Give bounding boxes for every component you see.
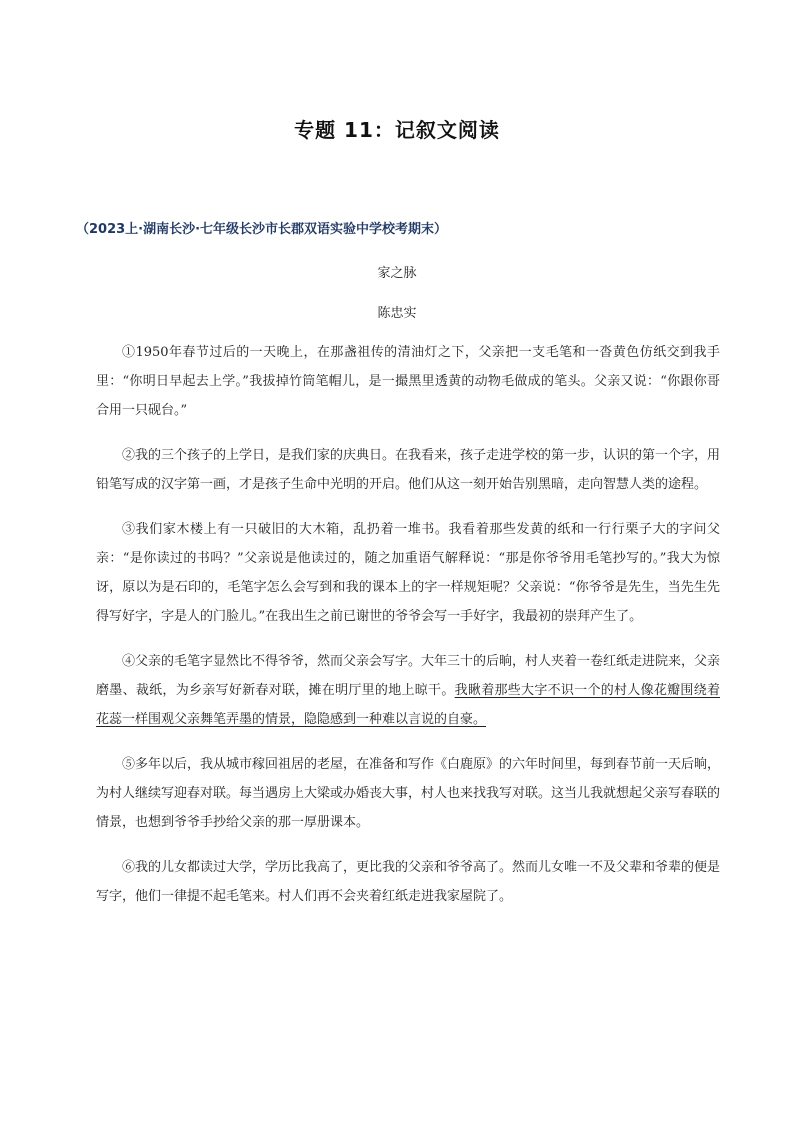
- paragraph-text: ②我的三个孩子的上学日，是我们家的庆典日。在我看来，孩子走进学校的第一步，认识的第一个字，用铅笔写成的汉字第一画，才是孩子生命中光明的开启。他们从这一刻开始告别黑暗，走向智慧人类的途程。: [96, 448, 721, 492]
- article-title: 家之脉: [377, 266, 417, 281]
- paragraph-4: [96, 647, 720, 734]
- article-body: [96, 338, 720, 927]
- exam-source: （2023上·湖南长沙·七年级长沙市长郡双语实验中学校考期末）: [76, 222, 448, 237]
- paragraph-1: [96, 338, 720, 425]
- article-author: 陈忠实: [377, 306, 417, 321]
- paragraph-3: [96, 515, 720, 631]
- paragraph-text: ③我们家木楼上有一只破旧的大木箱，乱扔着一堆书。我看着那些发黄的纸和一行行栗子大的字问父亲：“是你读过的书吗？”父亲说是他读过的，随之加重语气解释说：“那是你爷爷用毛笔抄写的。”我大为惊讶，原以为是石印的，毛笔字怎么会写到和我的课本上的字一样规矩呢？父亲说：“你爷爷是先生，当先生先得写好字，字是人的门脸儿。”在我出生之前已谢世的爷爷会写一手好字，我最初的崇拜产生了。: [96, 522, 720, 624]
- underlined-sentence: 我瞅着那些大字不识一个的村人像花瓣围绕着花蕊一样围观父亲舞笔弄墨的情景，隐隐感到一种难以言说的自豪。: [96, 683, 720, 727]
- paragraph-text: ⑥我的儿女都读过大学，学历比我高了，更比我的父亲和爷爷高了。然而儿女唯一不及父辈和爷辈的便是写字，他们一律提不起毛笔来。村人们再不会夹着红纸走进我家屋院了。: [96, 860, 721, 904]
- paragraph-6: [96, 853, 720, 911]
- paragraph-text: ⑤多年以后，我从城市稼回祖居的老屋，在准备和写作《白鹿原》的六年时间里，每到春节前一天后晌，为村人继续写迎春对联。每当遇房上大梁或办婚丧大事，村人也来找我写对联。这当儿我就想起父亲写春联的情景，也想到爷爷手抄给父亲的那一厚册课本。: [96, 757, 721, 830]
- paragraph-2: [96, 441, 720, 499]
- paragraph-5: [96, 750, 720, 837]
- paragraph-text: ④父亲的毛笔字显然比不得爷爷，然而父亲会写字。大年三十的后晌，村人夹着一卷红纸走进院来，父亲磨墨、裁纸，为乡亲写好新春对联，摊在明厅里的地上晾干。: [96, 654, 721, 698]
- page-title: 专题 11：记叙文阅读: [294, 118, 500, 142]
- paragraph-text: ①1950年春节过后的一天晚上，在那盏祖传的清油灯之下，父亲把一支毛笔和一沓黄色仿纸交到我手里：“你明日早起去上学。”我拔掉竹筒笔帽儿，是一撮黑里透黄的动物毛做成的笔头。父亲又说：“你跟你哥合用一只砚台。”: [96, 345, 720, 418]
